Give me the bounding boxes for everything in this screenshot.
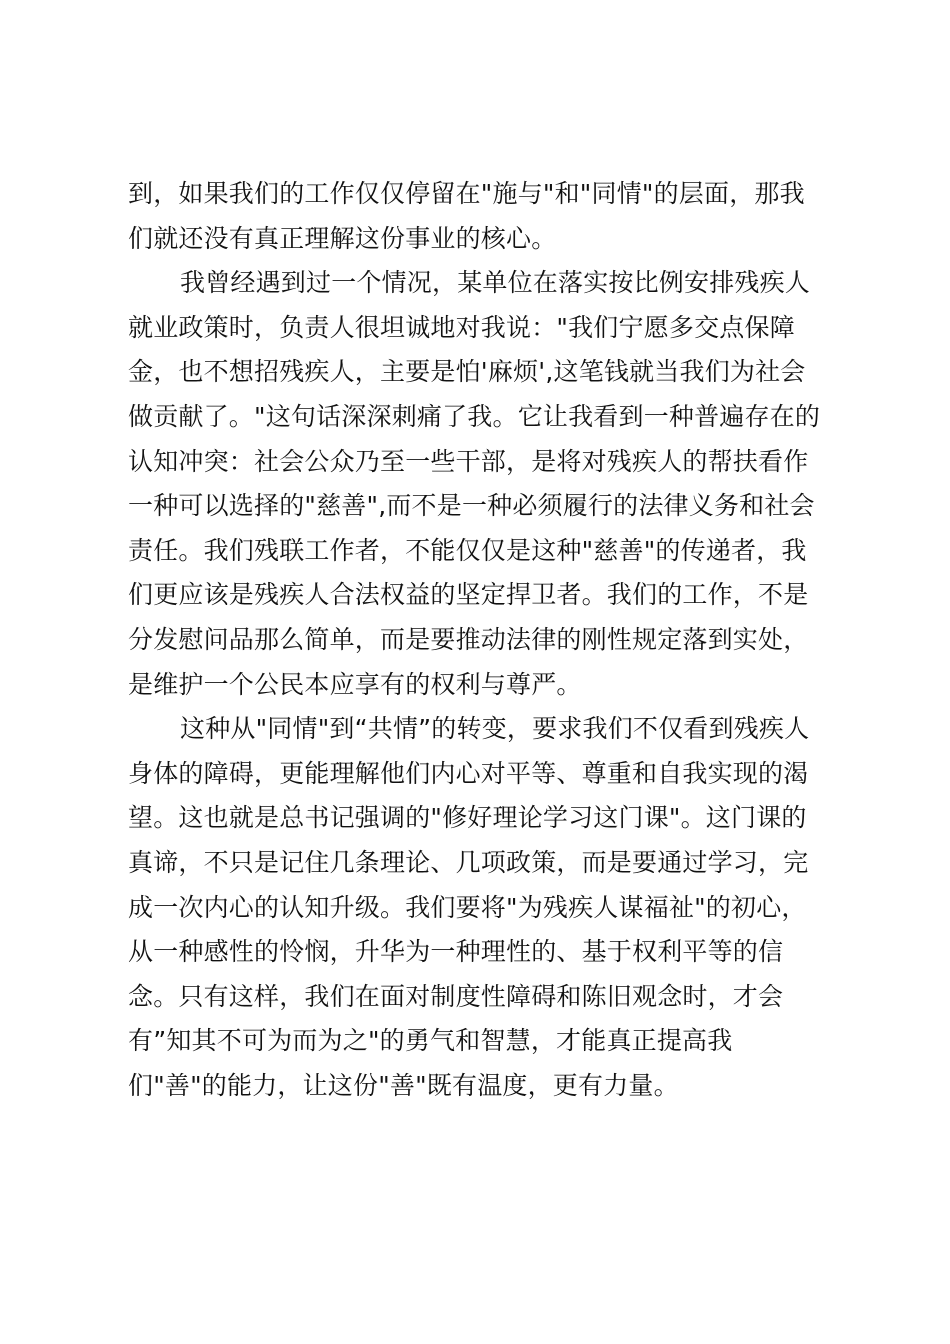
text-line: 们就还没有真正理解这份事业的核心。 bbox=[128, 223, 557, 253]
text-line: 认知冲突：社会公众乃至一些干部，是将对残疾人的帮扶看作 bbox=[128, 446, 809, 476]
text-line: 从一种感性的怜悯，升华为一种理性的、基于权利平等的信 bbox=[128, 937, 784, 967]
paragraph-1 bbox=[128, 172, 828, 261]
text-line: 望。这也就是总书记强调的"修好理论学习这门课"。这门课的 bbox=[128, 803, 807, 833]
text-line: 身体的障碍，更能理解他们内心对平等、尊重和自我实现的渴 bbox=[128, 758, 809, 788]
text-line: 有”知其不可为而为之"的勇气和智慧，才能真正提高我 bbox=[128, 1026, 733, 1056]
paragraph-2 bbox=[128, 261, 828, 707]
text-line: 就业政策时，负责人很坦诚地对我说："我们宁愿多交点保障 bbox=[128, 312, 795, 342]
text-line: 做贡献了。"这句话深深刺痛了我。它让我看到一种普遍存在的 bbox=[128, 401, 821, 431]
text-line: 金，也不想招残疾人，主要是怕'麻烦',这笔钱就当我们为社会 bbox=[128, 357, 806, 387]
text-line: 到，如果我们的工作仅仅停留在"施与"和"同情"的层面，那我 bbox=[128, 179, 805, 208]
text-line: 念。只有这样，我们在面对制度性障碍和陈旧观念时，才会 bbox=[128, 981, 784, 1011]
text-line: 这种从"同情"到“共情”的转变，要求我们不仅看到残疾人 bbox=[180, 714, 810, 744]
text-line: 一种可以选择的"慈善",而不是一种必须履行的法律义务和社会 bbox=[128, 491, 815, 521]
text-line: 是维护一个公民本应享有的权利与尊严。 bbox=[128, 669, 582, 699]
text-line: 们更应该是残疾人合法权益的坚定捍卫者。我们的工作，不是 bbox=[128, 580, 809, 610]
document-body bbox=[128, 172, 828, 1108]
text-line: 责任。我们残联工作者，不能仅仅是这种"慈善"的传递者，我 bbox=[128, 535, 807, 565]
text-line: 真谛，不只是记住几条理论、几项政策，而是要通过学习，完 bbox=[128, 847, 809, 877]
text-line: 我曾经遇到过一个情况，某单位在落实按比例安排残疾人 bbox=[180, 268, 811, 298]
text-line: 分发慰问品那么简单，而是要推动法律的刚性规定落到实处， bbox=[128, 624, 809, 654]
paragraph-3 bbox=[128, 707, 828, 1108]
text-line: 成一次内心的认知升级。我们要将"为残疾人谋福祉"的初心， bbox=[128, 892, 807, 922]
text-line: 们"善"的能力，让这份"善"既有温度，更有力量。 bbox=[128, 1070, 679, 1100]
